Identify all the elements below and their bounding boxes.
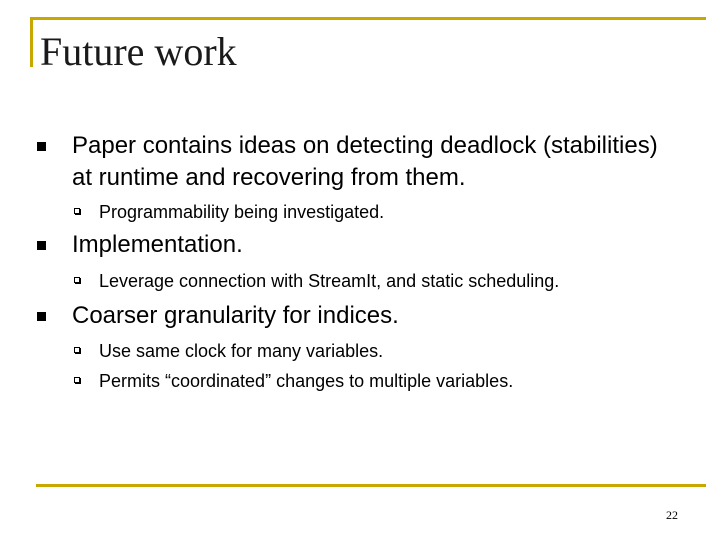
page-number: 22 [666, 508, 678, 522]
sub-bullet-text: Permits “coordinated” changes to multiple variables. [99, 371, 514, 391]
hollow-square-icon [74, 377, 80, 383]
filled-square-icon [37, 241, 46, 250]
left-rule [30, 17, 33, 67]
sub-bullet-item [99, 338, 699, 364]
filled-square-icon [37, 312, 46, 321]
bullet-item [72, 130, 682, 194]
bullet-item [72, 229, 682, 261]
sub-bullet-text: Use same clock for many variables. [99, 341, 384, 361]
filled-square-icon [37, 142, 46, 151]
sub-bullet-item [99, 368, 699, 394]
hollow-square-icon [74, 277, 80, 283]
bullet-item [72, 300, 682, 332]
bullet-text: Coarser granularity for indices. [72, 302, 399, 329]
sub-bullet-item [99, 199, 699, 225]
sub-bullet-text: Leverage connection with StreamIt, and static scheduling. [99, 271, 560, 291]
sub-bullet-item [99, 268, 699, 294]
hollow-square-icon [74, 208, 80, 214]
slide-title: Future work [40, 29, 237, 74]
bullet-text: Implementation. [72, 231, 243, 258]
hollow-square-icon [74, 347, 80, 353]
top-rule [30, 17, 706, 20]
bottom-rule [36, 484, 706, 487]
bullet-text: Paper contains ideas on detecting deadlock (stabilities) at runtime and recovering from them. [72, 132, 658, 191]
sub-bullet-text: Programmability being investigated. [99, 202, 385, 222]
